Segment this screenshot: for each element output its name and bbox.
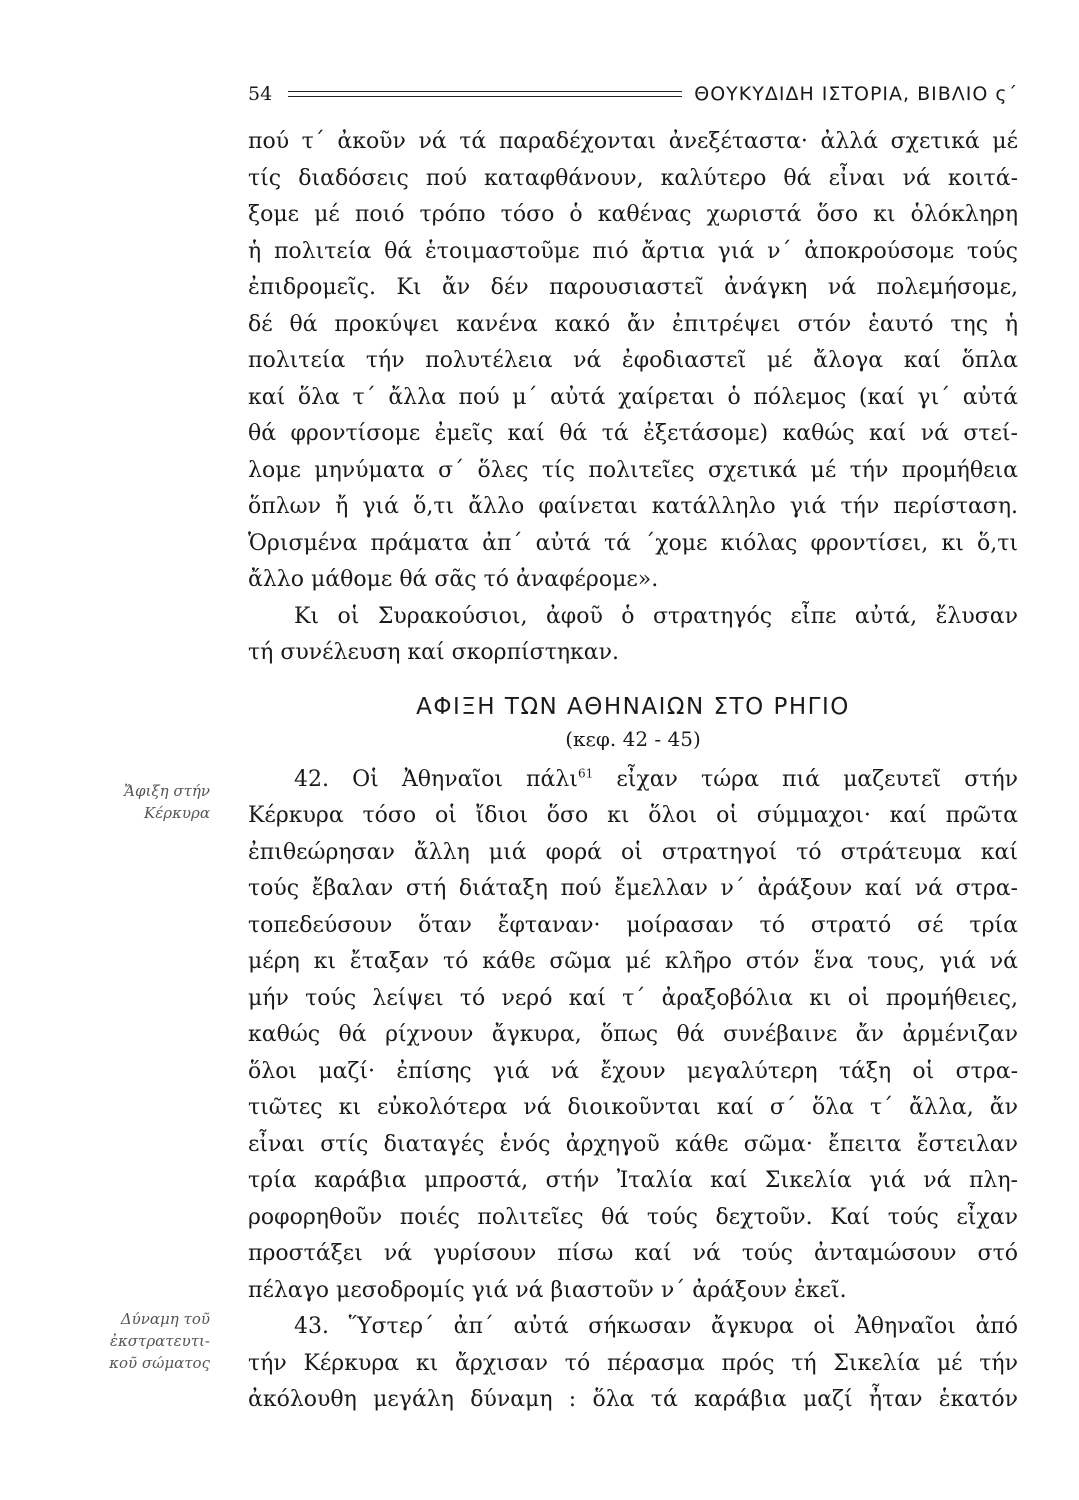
text-line: δέ θά προκύψει κανένα κακό ἄν ἐπιτρέψει στόν ἑαυτό της ἡ (248, 311, 1018, 337)
footnote-ref[interactable]: 61 (577, 766, 594, 781)
paragraph-assembly-dissolved (248, 599, 1018, 672)
margin-note-line: ἐκστρατευτι- (109, 1332, 210, 1350)
text-line: πολιτεία τήν πολυτέλεια νά ἐφοδιαστεῖ μέ ἄλογα καί ὅπλα (248, 348, 1018, 373)
text-fragment: Οἱ Ἀθηναῖοι πάλι (352, 766, 578, 792)
text-line: καί ὅλα τ΄ ἄλλα πού μ΄ αὐτά χαίρεται ὁ πόλεμος (καί γι΄ αὐτά (248, 384, 1018, 410)
text-line: λομε μηνύματα σ΄ ὅλες τίς πολιτεῖες σχετικά μέ τήν προμήθεια (248, 457, 1018, 483)
text-line: ξομε μέ ποιό τρόπο τόσο ὁ καθένας χωριστά ὅσο κι ὁλόκληρη (248, 202, 1018, 227)
text-line: τήν Κέρκυρα κι ἄρχισαν τό πέρασμα πρός τή Σικελία μέ τήν (248, 1350, 1018, 1376)
header-rule (288, 91, 682, 97)
text-line: τή συνέλευση καί σκορπίστηκαν. (248, 640, 620, 665)
text-fragment: εἶχαν τώρα πιά μαζευτεῖ στήν (616, 766, 1019, 792)
main-text (248, 124, 1018, 1419)
text-line: ὅπλων ἤ γιά ὅ,τι ἄλλο φαίνεται κατάλληλο γιά τήν περίσταση. (248, 494, 1018, 519)
text-line: τοπεδεύσουν ὅταν ἔφταναν· μοίρασαν τό στρατό σέ τρία (248, 912, 1018, 938)
margin-note-force (70, 1308, 210, 1374)
text-line: ροφορηθοῦν ποιές πολιτεῖες θά τούς δεχτοῦν. Καί τούς εἶχαν (248, 1204, 1018, 1230)
page-number: 54 (248, 83, 273, 105)
margin-note-line: Ἄφιξη στήν (123, 782, 210, 800)
text-line: Κι οἱ Συρακούσιοι, ἀφοῦ ὁ στρατηγός εἶπε αὐτά, ἔλυσαν (294, 603, 1018, 629)
section-chapters: (κεφ. 42 - 45) (565, 726, 701, 751)
text-line: θά φροντίσομε ἐμεῖς καί θά τά ἐξετάσομε) καθώς καί νά στεί- (248, 421, 1018, 446)
text-line: πέλαγο μεσοδρομίς γιά νά βιαστοῦν ν΄ ἀράξουν ἐκεῖ. (248, 1277, 847, 1303)
margin-note-arrival (70, 780, 210, 824)
chapter-43 (248, 1309, 1018, 1419)
running-title: ΘΟΥΚΥΔΙΔΗ ΙΣΤΟΡΙΑ, ΒΙΒΛΙΟ ς΄ (694, 83, 1018, 105)
text-line: ὅλοι μαζί· ἐπίσης γιά νά ἔχουν μεγαλύτερη τάξη οἱ στρα- (248, 1058, 1018, 1084)
chapter-number: 42. (294, 766, 329, 792)
text-line: μέρη κι ἔταξαν τό κάθε σῶμα μέ κλῆρο στόν ἕνα τους, γιά νά (248, 949, 1018, 974)
text-line: μήν τούς λείψει τό νερό καί τ΄ ἀραξοβόλια κι οἱ προμήθειες, (248, 985, 1018, 1011)
text-line: τρία καράβια μπροστά, στήν Ἰταλία καί Σικελία γιά νά πλη- (248, 1168, 1018, 1193)
text-line: τούς ἔβαλαν στή διάταξη πού ἔμελλαν ν΄ ἀράξουν καί νά στρα- (248, 876, 1018, 901)
text-line: εἶναι στίς διαταγές ἑνός ἀρχηγοῦ κάθε σῶμα· ἔπειτα ἔστειλαν (248, 1131, 1018, 1157)
text-line: ἐπιδρομεῖς. Κι ἄν δέν παρουσιαστεῖ ἀνάγκη νά πολεμήσομε, (248, 275, 1018, 300)
margin-note-line: κοῦ σώματος (109, 1354, 210, 1372)
text-line: ἐπιθεώρησαν ἄλλη μιά φορά οἱ στρατηγοί τό στράτευμα καί (248, 839, 1018, 865)
text-fragment: Ὕστερ΄ ἀπ΄ αὐτά σήκωσαν ἄγκυρα οἱ Ἀθηναῖοι ἀπό (348, 1314, 1018, 1339)
text-line: προστάξει νά γυρίσουν πίσω καί νά τούς ἀνταμώσουν στό (248, 1241, 1018, 1266)
text-line: τίς διαδόσεις πού καταφθάνουν, καλύτερο θά εἶναι νά κοιτά- (248, 165, 1018, 191)
text-line: πού τ΄ ἀκοῦν νά τά παραδέχονται ἀνεξέταστα· ἀλλά σχετικά μέ (248, 129, 1018, 154)
text-line: Κέρκυρα τόσο οἱ ἴδιοι ὅσο κι ὅλοι οἱ σύμμαχοι· καί πρῶτα (248, 803, 1018, 828)
margin-note-line: Κέρκυρα (144, 804, 210, 822)
text-line (248, 1309, 1018, 1346)
text-line: Ὁρισμένα πράματα ἀπ΄ αὐτά τά ΄χομε κιόλας φροντίσει, κι ὅ,τι (248, 530, 1018, 556)
text-line: καθώς θά ρίχνουν ἄγκυρα, ὅπως θά συνέβαινε ἄν ἀρμένιζαν (248, 1022, 1018, 1047)
text-line: ἄλλο μάθομε θά σᾶς τό ἀναφέρομε». (248, 567, 659, 592)
section-heading (248, 690, 1018, 754)
paragraph-speech-end (248, 124, 1018, 599)
margin-note-line: Δύναμη τοῦ (120, 1310, 210, 1328)
text-line (248, 762, 1018, 799)
text-line: τιῶτες κι εὐκολότερα νά διοικοῦνται καί σ΄ ὅλα τ΄ ἄλλα, ἄν (248, 1095, 1018, 1120)
chapter-42 (248, 762, 1018, 1310)
text-line: ἡ πολιτεία θά ἑτοιμαστοῦμε πιό ἄρτια γιά ν΄ ἀποκρούσομε τούς (248, 238, 1018, 264)
text-line: ἀκόλουθη μεγάλη δύναμη : ὅλα τά καράβια μαζί ἦταν ἑκατόν (248, 1387, 1018, 1412)
section-title: ΑΦΙΞΗ ΤΩΝ ΑΘΗΝΑΙΩΝ ΣΤΟ ΡΗΓΙΟ (416, 693, 850, 720)
page-header (248, 80, 1018, 108)
chapter-number: 43. (294, 1314, 329, 1339)
